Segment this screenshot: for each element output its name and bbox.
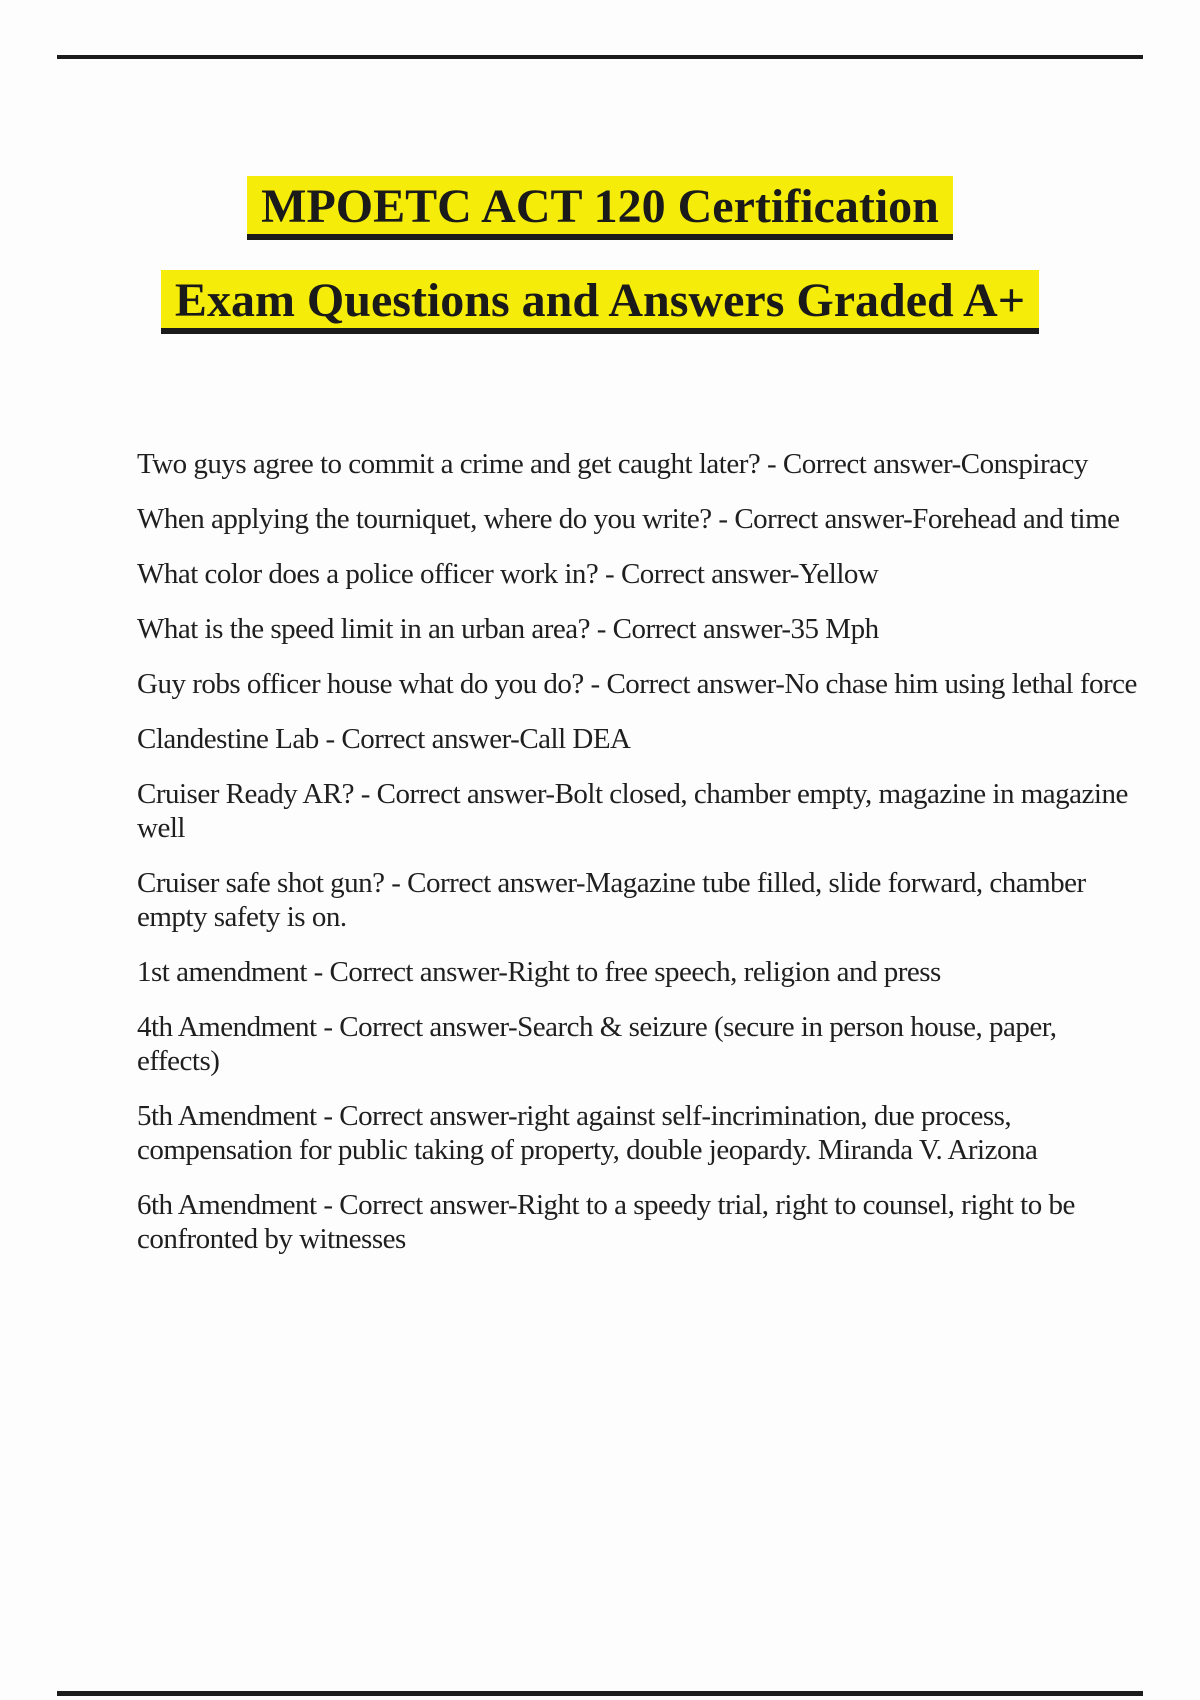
qa-paragraph: What color does a police officer work in? - Correct answer-Yellow <box>137 558 879 590</box>
bottom-rule <box>57 1691 1143 1696</box>
top-rule <box>57 55 1143 59</box>
qa-paragraph: Cruiser safe shot gun? - Correct answer-Magazine tube filled, slide forward, chamber empty safety is on. <box>137 867 1086 933</box>
title-line-2 <box>0 270 1200 334</box>
qa-paragraph: When applying the tourniquet, where do you write? - Correct answer-Forehead and time <box>137 503 1120 535</box>
qa-paragraph: Cruiser Ready AR? - Correct answer-Bolt closed, chamber empty, magazine in magazine well <box>137 778 1128 844</box>
qa-paragraph: 5th Amendment - Correct answer-right against self-incrimination, due process, compensation for public taking of property, double jeopardy. Miranda V. Arizona <box>137 1100 1038 1166</box>
document-title <box>0 176 1200 364</box>
title-line-1 <box>0 176 1200 240</box>
qa-paragraph: Two guys agree to commit a crime and get caught later? - Correct answer-Conspiracy <box>137 448 1088 480</box>
qa-paragraph: 1st amendment - Correct answer-Right to free speech, religion and press <box>137 956 941 988</box>
qa-paragraph: What is the speed limit in an urban area? - Correct answer-35 Mph <box>137 613 879 645</box>
qa-list <box>137 447 1137 1277</box>
qa-paragraph: Guy robs officer house what do you do? - Correct answer-No chase him using lethal force <box>137 668 1137 700</box>
title-line-1-highlight: MPOETC ACT 120 Certification <box>247 176 953 240</box>
qa-paragraph: 6th Amendment - Correct answer-Right to a speedy trial, right to counsel, right to be confronted by witnesses <box>137 1189 1075 1255</box>
qa-paragraph: Clandestine Lab - Correct answer-Call DEA <box>137 723 631 755</box>
title-line-2-highlight: Exam Questions and Answers Graded A+ <box>161 270 1039 334</box>
qa-paragraph: 4th Amendment - Correct answer-Search & seizure (secure in person house, paper, effects) <box>137 1011 1057 1077</box>
